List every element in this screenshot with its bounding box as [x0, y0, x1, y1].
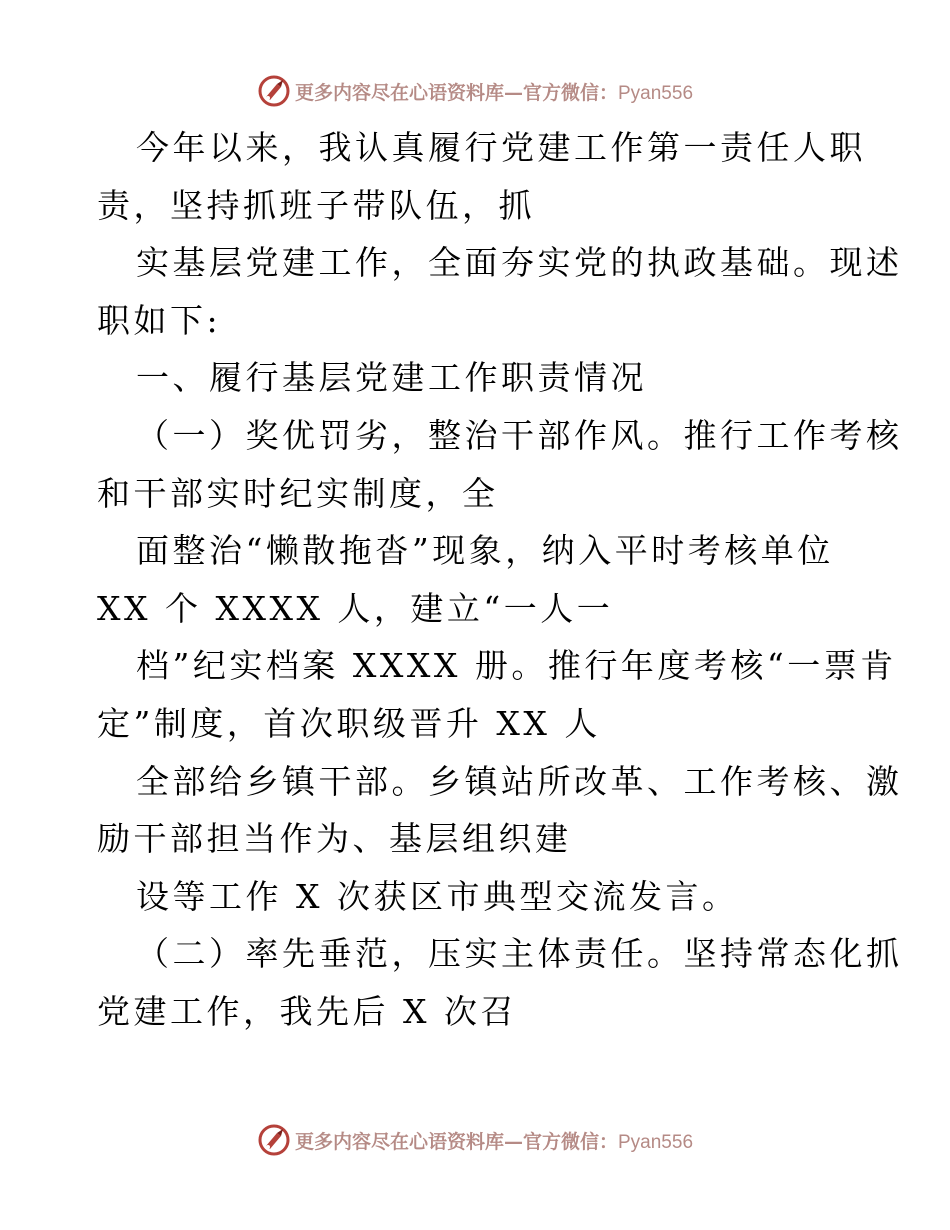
header-watermark-banner — [0, 71, 950, 111]
body-line: 定”制度，首次职级晋升 XX 人 — [97, 703, 601, 743]
watermark-text — [295, 1127, 693, 1154]
body-line: （一）奖优罚劣，整治干部作风。推行工作考核 — [136, 415, 903, 455]
body-line: 今年以来，我认真履行党建工作第一责任人职 — [136, 128, 866, 167]
brand-logo-icon — [257, 74, 291, 108]
body-line: 党建工作，我先后 X 次召 — [97, 991, 517, 1031]
watermark-text-cn: 更多内容尽在心语资料库—官方微信： — [294, 1130, 618, 1153]
footer-watermark-banner — [0, 1120, 950, 1160]
document-body — [97, 119, 903, 1041]
body-line: 面整治“懒散拖沓”现象，纳入平时考核单位 — [136, 531, 834, 571]
body-line: 实基层党建工作，全面夯实党的执政基础。现述 — [136, 243, 903, 283]
body-line: XX 个 XXXX 人，建立“一人一 — [97, 588, 614, 628]
watermark-wechat-id: Pyan556 — [618, 82, 694, 104]
body-line: 责，坚持抓班子带队伍，抓 — [97, 185, 535, 225]
body-line: 职如下: — [97, 300, 222, 340]
body-line: （二）率先垂范，压实主体责任。坚持常态化抓 — [136, 934, 903, 974]
body-line: 励干部担当作为、基层组织建 — [97, 819, 572, 859]
watermark-wechat-id: Pyan556 — [618, 1131, 694, 1153]
body-line: 一、履行基层党建工作职责情况 — [136, 358, 647, 398]
body-line: 档”纪实档案 XXXX 册。推行年度考核“一票肯 — [136, 646, 897, 686]
brand-logo-icon — [257, 1123, 291, 1157]
body-line: 全部给乡镇干部。乡镇站所改革、工作考核、激 — [136, 761, 903, 801]
watermark-text-cn: 更多内容尽在心语资料库—官方微信： — [294, 81, 618, 104]
watermark-text — [295, 78, 693, 105]
body-line: 设等工作 X 次获区市典型交流发言。 — [136, 876, 739, 916]
body-line: 和干部实时纪实制度，全 — [97, 473, 499, 513]
